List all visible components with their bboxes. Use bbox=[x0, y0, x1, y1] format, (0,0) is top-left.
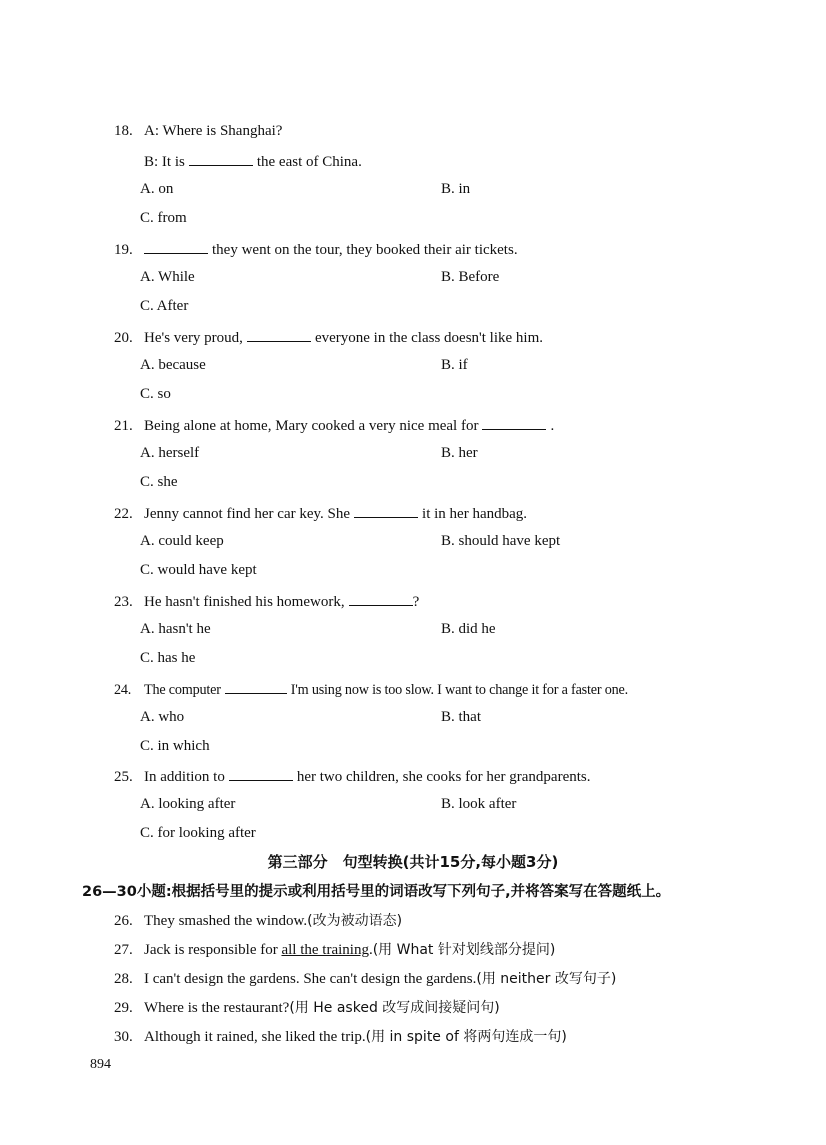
question-24-option-b: B. that bbox=[441, 709, 481, 725]
answer-blank bbox=[189, 153, 253, 166]
question-20-stem: 20. He's very proud, everyone in the class doesn't like him. bbox=[114, 330, 543, 346]
answer-blank bbox=[229, 768, 293, 781]
answer-blank bbox=[225, 681, 287, 694]
question-22-option-a: A. could keep bbox=[140, 533, 224, 549]
question-27: 27. Jack is responsible for all the training.(用 What 针对划线部分提问) bbox=[114, 942, 556, 958]
question-22-stem: 22. Jenny cannot find her car key. She it in her handbag. bbox=[114, 506, 528, 522]
question-18-option-c: C. from bbox=[140, 210, 187, 226]
question-24-stem: 24. The computer I'm using now is too slow. I want to change it for a faster one. bbox=[114, 682, 628, 698]
underlined-phrase: all the training bbox=[281, 942, 369, 958]
question-25-option-c: C. for looking after bbox=[140, 825, 256, 841]
question-18-stem-b: B: It is the east of China. bbox=[144, 154, 362, 170]
question-25-stem: 25. In addition to her two children, she cooks for her grandparents. bbox=[114, 769, 591, 785]
question-30: 30. Although it rained, she liked the trip.(用 in spite of 将两句连成一句) bbox=[114, 1029, 567, 1045]
question-26: 26. They smashed the window.(改为被动语态) bbox=[114, 913, 403, 929]
question-19-option-c: C. After bbox=[140, 298, 189, 314]
question-24-option-c: C. in which bbox=[140, 738, 210, 754]
question-28: 28. I can't design the gardens. She can't design the gardens.(用 neither 改写句子) bbox=[114, 971, 617, 987]
question-25-option-b: B. look after bbox=[441, 796, 517, 812]
question-19-option-b: B. Before bbox=[441, 269, 500, 285]
question-19-option-a: A. While bbox=[140, 269, 195, 285]
section-3-instruction: 26—30小题:根据括号里的提示或利用括号里的词语改写下列句子,并将答案写在答题纸上。 bbox=[82, 884, 671, 900]
answer-blank bbox=[247, 329, 311, 342]
question-21-stem: 21. Being alone at home, Mary cooked a very nice meal for . bbox=[114, 418, 555, 434]
section-3-heading: 第三部分 句型转换(共计15分,每小题3分) bbox=[267, 853, 559, 871]
question-18-option-a: A. on bbox=[140, 181, 174, 197]
question-18-stem-a: 18. A: Where is Shanghai? bbox=[114, 123, 283, 139]
question-24-option-a: A. who bbox=[140, 709, 185, 725]
question-20-option-b: B. if bbox=[441, 357, 468, 373]
question-22-option-c: C. would have kept bbox=[140, 562, 257, 578]
question-23-option-a: A. hasn't he bbox=[140, 621, 211, 637]
question-22-option-b: B. should have kept bbox=[441, 533, 561, 549]
question-20-option-a: A. because bbox=[140, 357, 206, 373]
question-19-stem: 19. they went on the tour, they booked their air tickets. bbox=[114, 242, 518, 258]
answer-blank bbox=[349, 593, 413, 606]
question-21-option-b: B. her bbox=[441, 445, 478, 461]
answer-blank bbox=[482, 417, 546, 430]
question-25-option-a: A. looking after bbox=[140, 796, 236, 812]
question-23-option-b: B. did he bbox=[441, 621, 496, 637]
question-29: 29. Where is the restaurant?(用 He asked 改写成间接疑问句) bbox=[114, 1000, 500, 1016]
question-18-option-b: B. in bbox=[441, 181, 471, 197]
answer-blank bbox=[354, 505, 418, 518]
page-number: 894 bbox=[90, 1057, 111, 1072]
question-21-option-a: A. herself bbox=[140, 445, 200, 461]
question-23-option-c: C. has he bbox=[140, 650, 196, 666]
question-23-stem: 23. He hasn't finished his homework, ? bbox=[114, 594, 420, 610]
answer-blank bbox=[144, 241, 208, 254]
question-21-option-c: C. she bbox=[140, 474, 178, 490]
question-20-option-c: C. so bbox=[140, 386, 171, 402]
